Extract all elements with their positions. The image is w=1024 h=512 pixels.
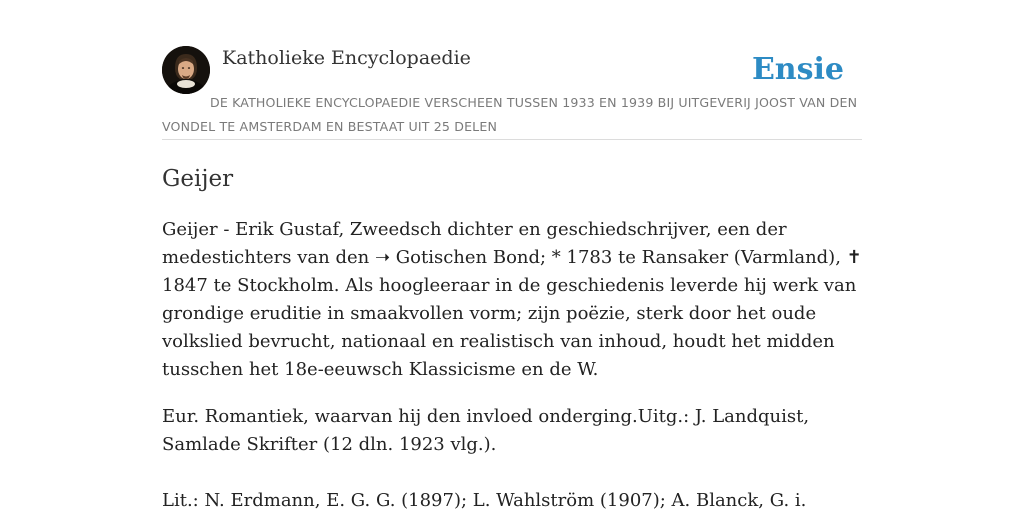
site-title[interactable]: Katholieke Encyclopaedie: [222, 47, 471, 69]
portrait-avatar-icon[interactable]: [162, 46, 210, 94]
article-paragraph: Geijer - Erik Gustaf, Zweedsch dichter en geschiedschrijver, een der medestichters van den ➝ Gotischen Bond; * 1783 te Ransaker (Varmland), ✝ 1847 te Stockholm. Als hoogleeraar in de geschiedenis leverde hij werk van grondige eruditie in smaakvollen vorm; zijn poëzie, sterk door het oude volkslied bevrucht, nationaal en realistisch van inhoud, houdt het midden tusschen het 18e-eeuwsch Klassicisme en de W.: [162, 219, 862, 380]
article-title: Geijer: [162, 166, 234, 192]
header-divider: [162, 139, 862, 140]
brand-logo[interactable]: Ensie: [751, 52, 844, 87]
article-paragraph: Lit.: N. Erdmann, E. G. G. (1897); L. Wahlström (1907); A. Blanck, G. i.: [162, 490, 807, 511]
site-description: DE KATHOLIEKE ENCYCLOPAEDIE VERSCHEEN TUSSEN 1933 EN 1939 BIJ UITGEVERIJ JOOST VAN DEN VONDEL TE AMSTERDAM EN BESTAAT UIT 25 DELEN: [162, 95, 858, 134]
article-paragraph: Eur. Romantiek, waarvan hij den invloed onderging.Uitg.: J. Landquist, Samlade Skrifter (12 dln. 1923 vlg.).: [162, 406, 810, 455]
article: [162, 164, 862, 512]
